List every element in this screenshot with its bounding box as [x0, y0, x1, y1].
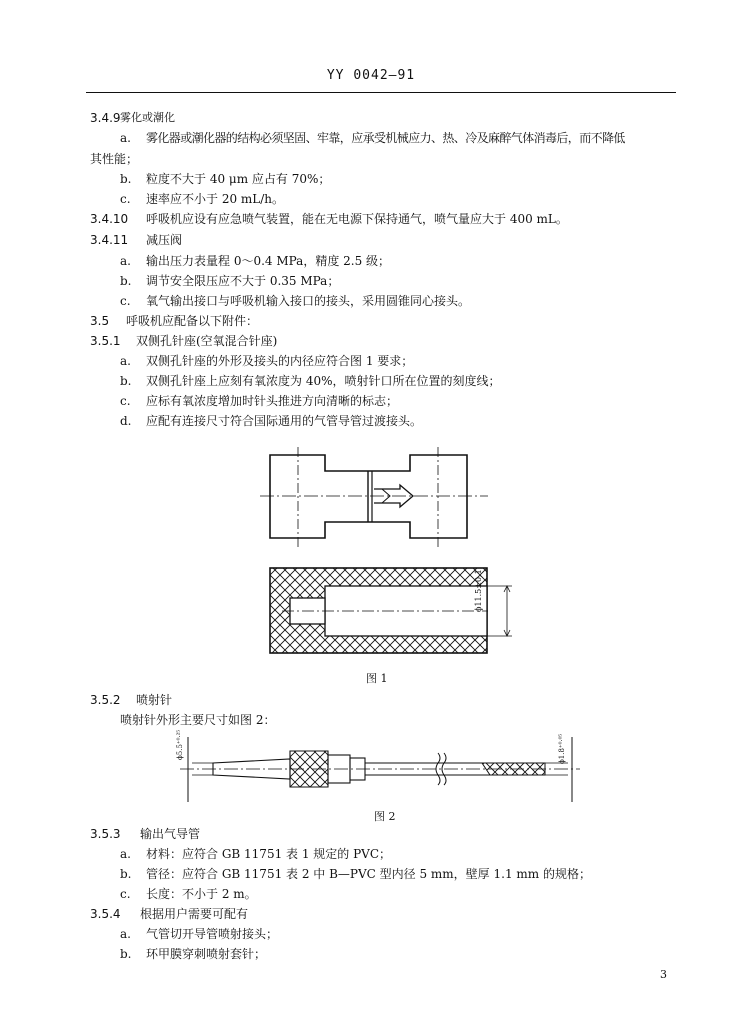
item-text: 输出压力表量程 0～0.4 MPa，精度 2.5 级；	[146, 254, 391, 268]
figure-1-dimension: ϕ11.5±0.1	[474, 569, 483, 612]
item-label: c.	[120, 394, 131, 408]
page-number: 3	[660, 968, 667, 981]
item-text: 双侧孔针座上应刻有氧浓度为 40%，喷射针口所在位置的刻度线；	[146, 374, 501, 388]
section-number: 3.5.2	[90, 693, 121, 707]
item-label: c.	[120, 887, 131, 901]
item-text: 气管切开导管喷射接头；	[146, 927, 279, 941]
figure-2-dimension-right: ϕ1.8⁺⁰·⁰⁵	[558, 733, 566, 764]
item-text: 氧气输出接口与呼吸机输入接口的接头，采用圆锥同心接头。	[146, 294, 471, 308]
item-label: b.	[120, 274, 132, 288]
figure-2-caption: 图 2	[374, 810, 396, 823]
item-text: 速率应不小于 20 mL/h。	[146, 192, 285, 206]
section-title: 输出气导管	[140, 827, 201, 841]
document-code: YY 0042—91	[326, 68, 416, 83]
item-label: c.	[120, 294, 131, 308]
section-text: 喷射针外形主要尺寸如图 2：	[120, 713, 276, 727]
section-text: 呼吸机应配备以下附件：	[126, 314, 259, 328]
section-number: 3.5.4	[90, 907, 121, 921]
item-text: 材料：应符合 GB 11751 表 1 规定的 PVC；	[146, 847, 392, 861]
item-label: a.	[120, 254, 131, 268]
section-number: 3.5	[90, 314, 110, 328]
item-label: a.	[120, 847, 131, 861]
section-number: 3.5.3	[90, 827, 121, 841]
section-number: 3.5.1	[90, 334, 121, 348]
section-text: 呼吸机应设有应急喷气装置，能在无电源下保持通气，喷气量应大于 400 mL。	[146, 212, 568, 226]
item-text: 应配有连接尺寸符合国际通用的气管导管过渡接头。	[146, 414, 423, 428]
item-label: a.	[120, 131, 131, 145]
section-title: 根据用户需要可配有	[140, 907, 249, 921]
item-label: d.	[120, 414, 132, 428]
section-title: 减压阀	[146, 233, 183, 247]
item-text: 长度：不小于 2 m。	[146, 887, 257, 901]
item-text: 环甲膜穿刺喷射套针；	[146, 947, 267, 961]
item-text: 粒度不大于 40 μm 应占有 70%；	[146, 172, 331, 186]
item-text: 调节安全限压应不大于 0.35 MPa；	[146, 274, 340, 288]
item-text: 管径：应符合 GB 11751 表 2 中 B—PVC 型内径 5 mm，壁厚 1.1 mm 的规格；	[146, 867, 591, 881]
header-rule	[86, 92, 676, 93]
figure-2-drawing	[170, 727, 590, 807]
section-title: 喷射针	[136, 693, 173, 707]
section-title: 双侧孔针座(空氧混合针座)	[136, 334, 278, 348]
figure-1-caption: 图 1	[366, 672, 388, 685]
section-number: 3.4.10	[90, 212, 129, 226]
item-label: b.	[120, 172, 132, 186]
item-text: 雾化器或潮化器的结构必须坚固、牢靠，应承受机械应力、热、冷及麻醉气体消毒后，而不降低	[146, 131, 625, 145]
item-label: a.	[120, 354, 131, 368]
section-number: 3.4.11	[90, 233, 129, 247]
item-text: 双侧孔针座的外形及接头的内径应符合图 1 要求；	[146, 354, 414, 368]
item-text-continued: 其性能；	[90, 152, 139, 166]
item-label: b.	[120, 374, 132, 388]
section-number: 3.4.9	[90, 111, 121, 125]
item-label: b.	[120, 947, 132, 961]
item-label: a.	[120, 927, 131, 941]
figure-2-dimension-left: ϕ5.5⁺⁰·²⁵	[176, 729, 184, 760]
item-label: c.	[120, 192, 131, 206]
section-title: 雾化或潮化	[120, 111, 175, 124]
item-text: 应标有氧浓度增加时针头推进方向清晰的标志；	[146, 394, 399, 408]
item-label: b.	[120, 867, 132, 881]
figure-1-drawing	[250, 445, 530, 670]
